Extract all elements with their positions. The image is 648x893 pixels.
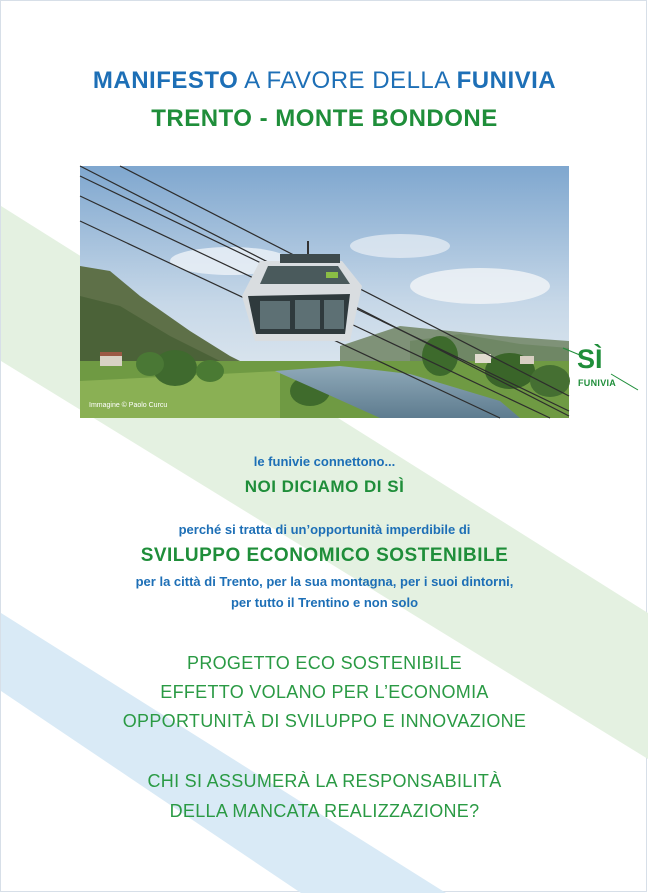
title-middle: A FAVORE DELLA	[244, 67, 450, 94]
benefit-line-2: per tutto il Trentino e non solo	[230, 595, 419, 610]
headline-sviluppo: SVILUPPO ECONOMICO SOSTENIBILE	[140, 545, 509, 566]
main-title	[1, 67, 648, 95]
cable-car-image	[80, 166, 569, 418]
background-bands	[1, 1, 648, 893]
point-2: EFFETTO VOLANO PER L’ECONOMIA	[160, 682, 489, 702]
cable-car-photo	[80, 166, 617, 418]
subtitle: TRENTO - MONTE BONDONE	[151, 105, 498, 132]
reason-line: perché si tratta di un’opportunità imperdibile di	[178, 522, 471, 537]
si-funivia-logo	[563, 344, 638, 394]
benefit-line-1: per la città di Trento, per la sua montagna, per i suoi dintorni,	[135, 574, 514, 589]
title-manifesto: MANIFESTO	[92, 67, 239, 94]
photo-credit: Immagine © Paolo Curcu	[89, 402, 168, 409]
logo-funivia-text: FUNIVIA	[578, 378, 617, 388]
headline-si: NOI DICIAMO DI SÌ	[244, 477, 405, 496]
question-line-1: CHI SI ASSUMERÀ LA RESPONSABILITÀ	[147, 771, 502, 791]
question-line-2: DELLA MANCATA REALIZZAZIONE?	[169, 801, 480, 821]
point-3: OPPORTUNITÀ DI SVILUPPO E INNOVAZIONE	[122, 711, 527, 731]
title-funivia: FUNIVIA	[456, 67, 557, 94]
logo-si-text: SÌ	[577, 344, 603, 374]
point-1: PROGETTO ECO SOSTENIBILE	[187, 653, 462, 673]
intro-line: le funivie connettono...	[253, 454, 396, 469]
